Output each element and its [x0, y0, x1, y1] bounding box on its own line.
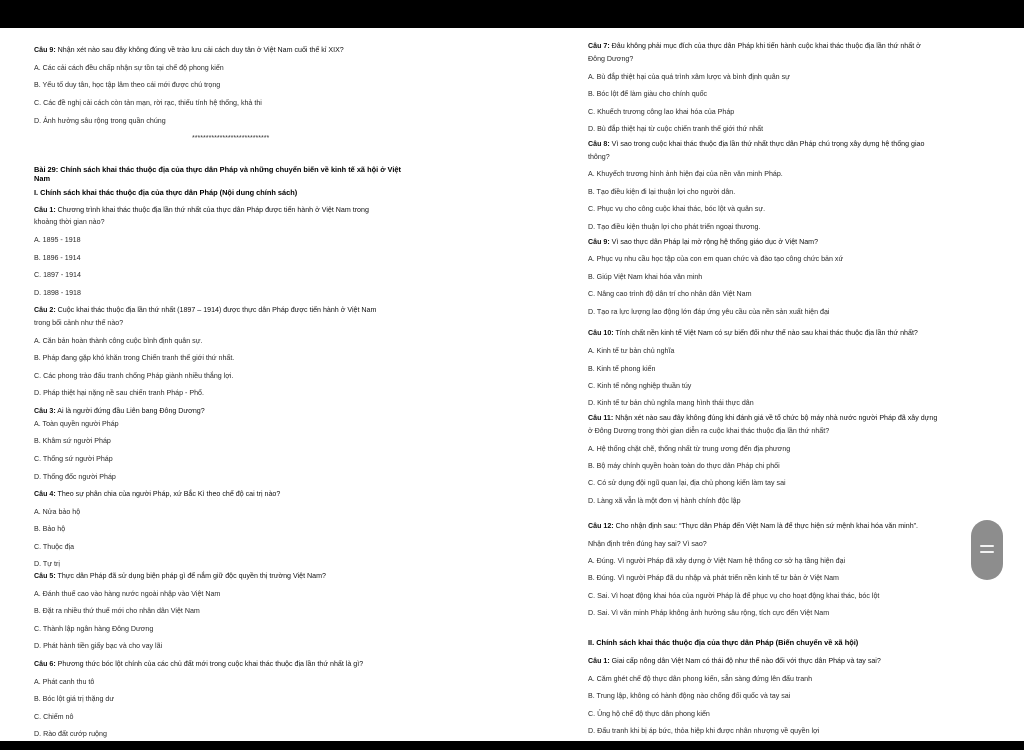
line-text: B. Tạo điều kiện đi lại thuận lợi cho người dân.: [588, 188, 736, 196]
answer-option: [588, 462, 780, 471]
answer-option: [588, 170, 783, 179]
question-line: [34, 306, 376, 315]
line-text: A. Phát canh thu tô: [34, 678, 95, 686]
question-number: Câu 5:: [34, 572, 56, 580]
line-text: A. Phục vụ nhu cầu học tập của con em quan chức và đào tạo công chức bản xứ: [588, 255, 844, 263]
line-text: ở Đông Dương trong thời gian diễn ra cuộc khai thác thuộc địa lần thứ nhất?: [588, 427, 830, 435]
question-line: [588, 140, 924, 149]
line-text: B. Bóc lột để làm giàu cho chính quốc: [588, 90, 708, 98]
line-text: B. Đúng. Vì người Pháp đã du nhập và phát triển nền kinh tế tư bản ở Việt Nam: [588, 574, 839, 582]
line-text: trong bối cảnh như thế nào?: [34, 319, 124, 327]
line-text: Nam: [34, 174, 51, 183]
line-text: A. Toàn quyền người Pháp: [34, 420, 119, 428]
line-text: Vì sao trong cuộc khai thác thuộc địa lần thứ nhất thực dân Pháp chú trọng xây dựng hệ thống giao: [609, 140, 925, 148]
answer-option: [588, 205, 765, 214]
line-text: B. Bộ máy chính quyền hoàn toàn do thực dân Pháp chi phối: [588, 462, 780, 470]
answer-option: [34, 64, 224, 73]
line-text: D. Làng xã vẫn là một đơn vị hành chính độc lập: [588, 497, 741, 505]
line-text: C. Các phong trào đấu tranh chống Pháp giành nhiều thắng lợi.: [34, 372, 234, 380]
answer-option: [588, 153, 610, 162]
answer-option: [588, 497, 741, 506]
answer-option: [34, 289, 81, 298]
answer-option: [34, 695, 114, 704]
answer-option: [588, 308, 830, 317]
answer-option: [34, 508, 80, 517]
line-text: C. Kinh tế nông nghiệp thuần túy: [588, 382, 692, 390]
answer-option: [588, 90, 707, 99]
question-line: [588, 657, 881, 666]
answer-option: [588, 125, 763, 134]
answer-option: [34, 420, 119, 429]
line-text: A. Căm ghét chế độ thực dân phong kiến, sẵn sàng đứng lên đấu tranh: [588, 675, 813, 683]
answer-option: [588, 273, 702, 282]
line-text: B. Pháp đang gặp khó khăn trong Chiến tranh thế giới thứ nhất.: [34, 354, 235, 362]
question-line: [588, 522, 918, 531]
question-line: [588, 329, 918, 338]
section-heading: [34, 188, 297, 197]
line-text: Nhận xét nào sau đây không đúng về trào lưu cải cách duy tân ở Việt Nam cuối thế kỉ XIX?: [55, 46, 344, 54]
line-text: C. Phục vụ cho công cuộc khai thác, bóc lột và quân sự.: [588, 205, 766, 213]
answer-option: [588, 427, 829, 436]
answer-option: [588, 223, 760, 232]
answer-option: [34, 372, 233, 381]
answer-option: [588, 290, 752, 299]
answer-option: [34, 642, 162, 651]
line-text: Cho nhận định sau: “Thực dân Pháp đến Việt Nam là để thực hiện sứ mệnh khai hóa văn minh”.: [613, 522, 918, 530]
line-text: A. Khuyếch trương hình ảnh hiện đại của nền văn minh Pháp.: [588, 170, 783, 178]
answer-option: [34, 560, 60, 569]
line-text: A. Các cải cách đều chấp nhận sự tồn tại chế độ phong kiến: [34, 64, 224, 72]
line-text: B. Bóc lột giá trị thặng dư: [34, 695, 115, 703]
line-text: D. Thống đốc người Pháp: [34, 473, 116, 481]
line-text: D. Tạo điều kiện thuận lợi cho phát triển ngoại thương.: [588, 223, 761, 231]
answer-option: [588, 55, 633, 64]
line-text: D. Phát hành tiền giấy bạc và cho vay lãi: [34, 642, 163, 650]
line-text: Ai là người đứng đầu Liên bang Đông Dương?: [55, 407, 205, 415]
question-number: Câu 6:: [34, 660, 56, 668]
answer-option: [588, 727, 819, 736]
line-text: D. Bù đắp thiệt hại từ cuộc chiến tranh thế giới thứ nhất: [588, 125, 764, 133]
answer-option: [34, 525, 65, 534]
answer-option: [34, 218, 105, 227]
line-text: C. Các đề nghị cải cách còn tản mạn, rời rạc, thiếu tính hệ thống, khả thi: [34, 99, 262, 107]
line-text: D. Pháp thiệt hại nặng nề sau chiến tranh Pháp - Phổ.: [34, 389, 204, 397]
answer-option: [34, 713, 73, 722]
question-number: Câu 12:: [588, 522, 614, 530]
question-line: [34, 206, 369, 215]
answer-option: [34, 319, 123, 328]
question-number: Câu 8:: [588, 140, 610, 148]
line-text: B. Yếu tố duy tân, học tập lâm theo cái mới được chú trọng: [34, 81, 221, 89]
answer-option: [34, 678, 94, 687]
section-heading: [588, 638, 858, 647]
question-number: Câu 9:: [588, 238, 610, 246]
line-text: D. Tự trị: [34, 560, 60, 568]
answer-option: [34, 81, 220, 90]
question-number: Câu 1:: [34, 206, 56, 214]
question-number: Câu 10:: [588, 329, 614, 337]
line-text: ****************************: [192, 134, 270, 142]
answer-option: [34, 236, 81, 245]
question-line: [588, 238, 818, 247]
line-text: A. Căn bản hoàn thành công cuộc bình định quân sự.: [34, 337, 203, 345]
answer-option: [588, 675, 812, 684]
question-line: [588, 42, 921, 51]
separator-line: [192, 134, 269, 143]
grip-line-icon: [980, 545, 994, 547]
line-text: C. Thành lập ngân hàng Đông Dương: [34, 625, 154, 633]
line-text: B. Trung lập, không có hành động nào chống đối quốc và tay sai: [588, 692, 791, 700]
line-text: C. Khuếch trương công lao khai hóa của Pháp: [588, 108, 735, 116]
answer-option: [34, 590, 220, 599]
line-text: B. Bảo hộ: [34, 525, 66, 533]
answer-option: [588, 479, 786, 488]
line-text: Nhận định trên đúng hay sai? Vì sao?: [588, 540, 707, 548]
line-text: C. Thống sứ người Pháp: [34, 455, 113, 463]
answer-option: [588, 445, 790, 454]
answer-option: [588, 557, 845, 566]
question-number: Câu 9:: [34, 46, 56, 54]
line-text: C. Ủng hộ chế độ thực dân phong kiến: [588, 710, 710, 718]
top-black-bar: [0, 0, 1024, 28]
line-text: D. Ảnh hưởng sâu rộng trong quần chúng: [34, 117, 166, 125]
line-text: khoảng thời gian nào?: [34, 218, 105, 226]
answer-option: [588, 73, 790, 82]
line-text: II. Chính sách khai thác thuộc địa của thực dân Pháp (Biến chuyển về xã hội): [588, 638, 859, 647]
answer-option: [34, 337, 202, 346]
answer-option: [588, 365, 655, 374]
answer-option: [588, 188, 735, 197]
line-text: D. Sai. Vì văn minh Pháp không ảnh hưởng sâu rộng, tích cực đến Việt Nam: [588, 609, 830, 617]
line-text: B. 1896 - 1914: [34, 254, 81, 262]
answer-option: [34, 437, 111, 446]
answer-option: [588, 710, 710, 719]
line-text: C. 1897 - 1914: [34, 271, 81, 279]
answer-option: [588, 609, 829, 618]
line-text: C. Nâng cao trình độ dân trí cho nhân dân Việt Nam: [588, 290, 752, 298]
question-line: [34, 46, 344, 55]
answer-option: [34, 254, 81, 263]
answer-option: [34, 455, 113, 464]
line-text: A. Kinh tế tư bản chủ nghĩa: [588, 347, 675, 355]
question-number: Câu 4:: [34, 490, 56, 498]
line-text: thông?: [588, 153, 610, 161]
question-line: [34, 660, 363, 669]
answer-option: [34, 473, 116, 482]
line-text: Đâu không phải mục đích của thực dân Pháp khi tiến hành cuộc khai thác thuộc địa lần thứ nhất ở: [609, 42, 921, 50]
answer-option: [588, 347, 674, 356]
answer-option: [34, 99, 262, 108]
answer-option: [34, 625, 153, 634]
line-text: Cuộc khai thác thuộc địa lần thứ nhất (1897 – 1914) được thực dân Pháp được tiến hành ở Việt Nam: [55, 306, 377, 314]
line-text: Phương thức bóc lột chính của các chủ đất mới trong cuộc khai thác thuộc địa lần thứ nhất là gì?: [55, 660, 364, 668]
line-text: D. Rào đất cướp ruộng: [34, 730, 107, 738]
question-number: Câu 11:: [588, 414, 614, 422]
answer-option: [588, 108, 734, 117]
question-number: Câu 7:: [588, 42, 610, 50]
line-text: B. Đặt ra nhiều thứ thuế mới cho nhân dân Việt Nam: [34, 607, 200, 615]
bottom-black-bar: [0, 741, 1024, 750]
line-text: Tính chất nền kinh tế Việt Nam có sự biến đổi như thế nào sau khai thác thuộc địa lần thứ nhất?: [613, 329, 918, 337]
line-text: A. Hệ thống chặt chẽ, thống nhất từ trung ương đến địa phương: [588, 445, 791, 453]
line-text: D. Tạo ra lực lượng lao động lớn đáp ứng yêu cầu của nền sản xuất hiện đại: [588, 308, 830, 316]
line-text: Đông Dương?: [588, 55, 634, 63]
question-number: Câu 2:: [34, 306, 56, 314]
scroll-handle[interactable]: [971, 520, 1003, 580]
line-text: Chương trình khai thác thuộc địa lần thứ nhất của thực dân Pháp được tiến hành ở Việt Nam trong: [55, 206, 369, 214]
line-text: A. Bù đắp thiệt hại của quá trình xâm lược và bình định quân sự: [588, 73, 790, 81]
line-text: Vì sao thực dân Pháp lại mở rộng hệ thống giáo dục ở Việt Nam?: [609, 238, 819, 246]
line-text: A. 1895 - 1918: [34, 236, 81, 244]
answer-option: [34, 730, 107, 739]
answer-option: [34, 607, 200, 616]
line-text: I. Chính sách khai thác thuộc địa của thực dân Pháp (Nội dung chính sách): [34, 188, 298, 197]
question-line: [34, 407, 205, 416]
line-text: B. Khâm sứ người Pháp: [34, 437, 111, 445]
line-text: A. Nửa bảo hộ: [34, 508, 81, 516]
answer-option: [34, 389, 204, 398]
line-text: D. 1898 - 1918: [34, 289, 81, 297]
answer-option: [588, 692, 790, 701]
line-text: Bài 29: Chính sách khai thác thuộc địa của thực dân Pháp và những chuyển biến về kinh tế xã hội ở Việt: [34, 165, 401, 174]
line-text: C. Thuộc địa: [34, 543, 75, 551]
answer-option: [34, 543, 74, 552]
section-heading: [34, 174, 50, 183]
question-line: [34, 572, 326, 581]
line-text: C. Sai. Vì hoạt động khai hóa của người Pháp là để phục vụ cho hoạt động khai thác, bóc lột: [588, 592, 880, 600]
line-text: A. Đánh thuế cao vào hàng nước ngoài nhập vào Việt Nam: [34, 590, 221, 598]
grip-line-icon: [980, 551, 994, 553]
question-number: Câu 3:: [34, 407, 56, 415]
question-number: Câu 1:: [588, 657, 610, 665]
question-line: [588, 414, 937, 423]
line-text: C. Có sử dụng đội ngũ quan lại, địa chủ phong kiến làm tay sai: [588, 479, 786, 487]
section-heading: [34, 165, 401, 174]
line-text: Nhận xét nào sau đây không đúng khi đánh giá về tổ chức bộ máy nhà nước người Pháp đã xây dựng: [613, 414, 938, 422]
answer-option: [588, 255, 843, 264]
answer-option: [34, 117, 166, 126]
answer-option: [588, 382, 691, 391]
line-text: Theo sự phân chia của người Pháp, xứ Bắc Kì theo chế độ cai trị nào?: [55, 490, 281, 498]
line-text: Giai cấp nông dân Việt Nam có thái độ như thế nào đối với thực dân Pháp và tay sai?: [609, 657, 881, 665]
line-text: B. Giúp Việt Nam khai hóa văn minh: [588, 273, 703, 281]
answer-option: [588, 399, 754, 408]
line-text: B. Kinh tế phong kiến: [588, 365, 656, 373]
answer-option: [588, 574, 839, 583]
line-text: C. Chiếm nô: [34, 713, 74, 721]
answer-option: [34, 271, 81, 280]
line-text: A. Đúng. Vì người Pháp đã xây dựng ở Việt Nam hệ thống cơ sở hạ tầng hiện đại: [588, 557, 846, 565]
answer-option: [34, 354, 234, 363]
line-text: D. Kinh tế tư bản chủ nghĩa mang hình thái thực dân: [588, 399, 754, 407]
question-line: [34, 490, 280, 499]
answer-option: [588, 540, 707, 549]
line-text: Thực dân Pháp đã sử dụng biện pháp gì để nắm giữ độc quyền thị trường Việt Nam?: [55, 572, 326, 580]
answer-option: [588, 592, 879, 601]
line-text: D. Đấu tranh khi bị áp bức, thỏa hiệp khi được nhân nhượng về quyền lợi: [588, 727, 820, 735]
